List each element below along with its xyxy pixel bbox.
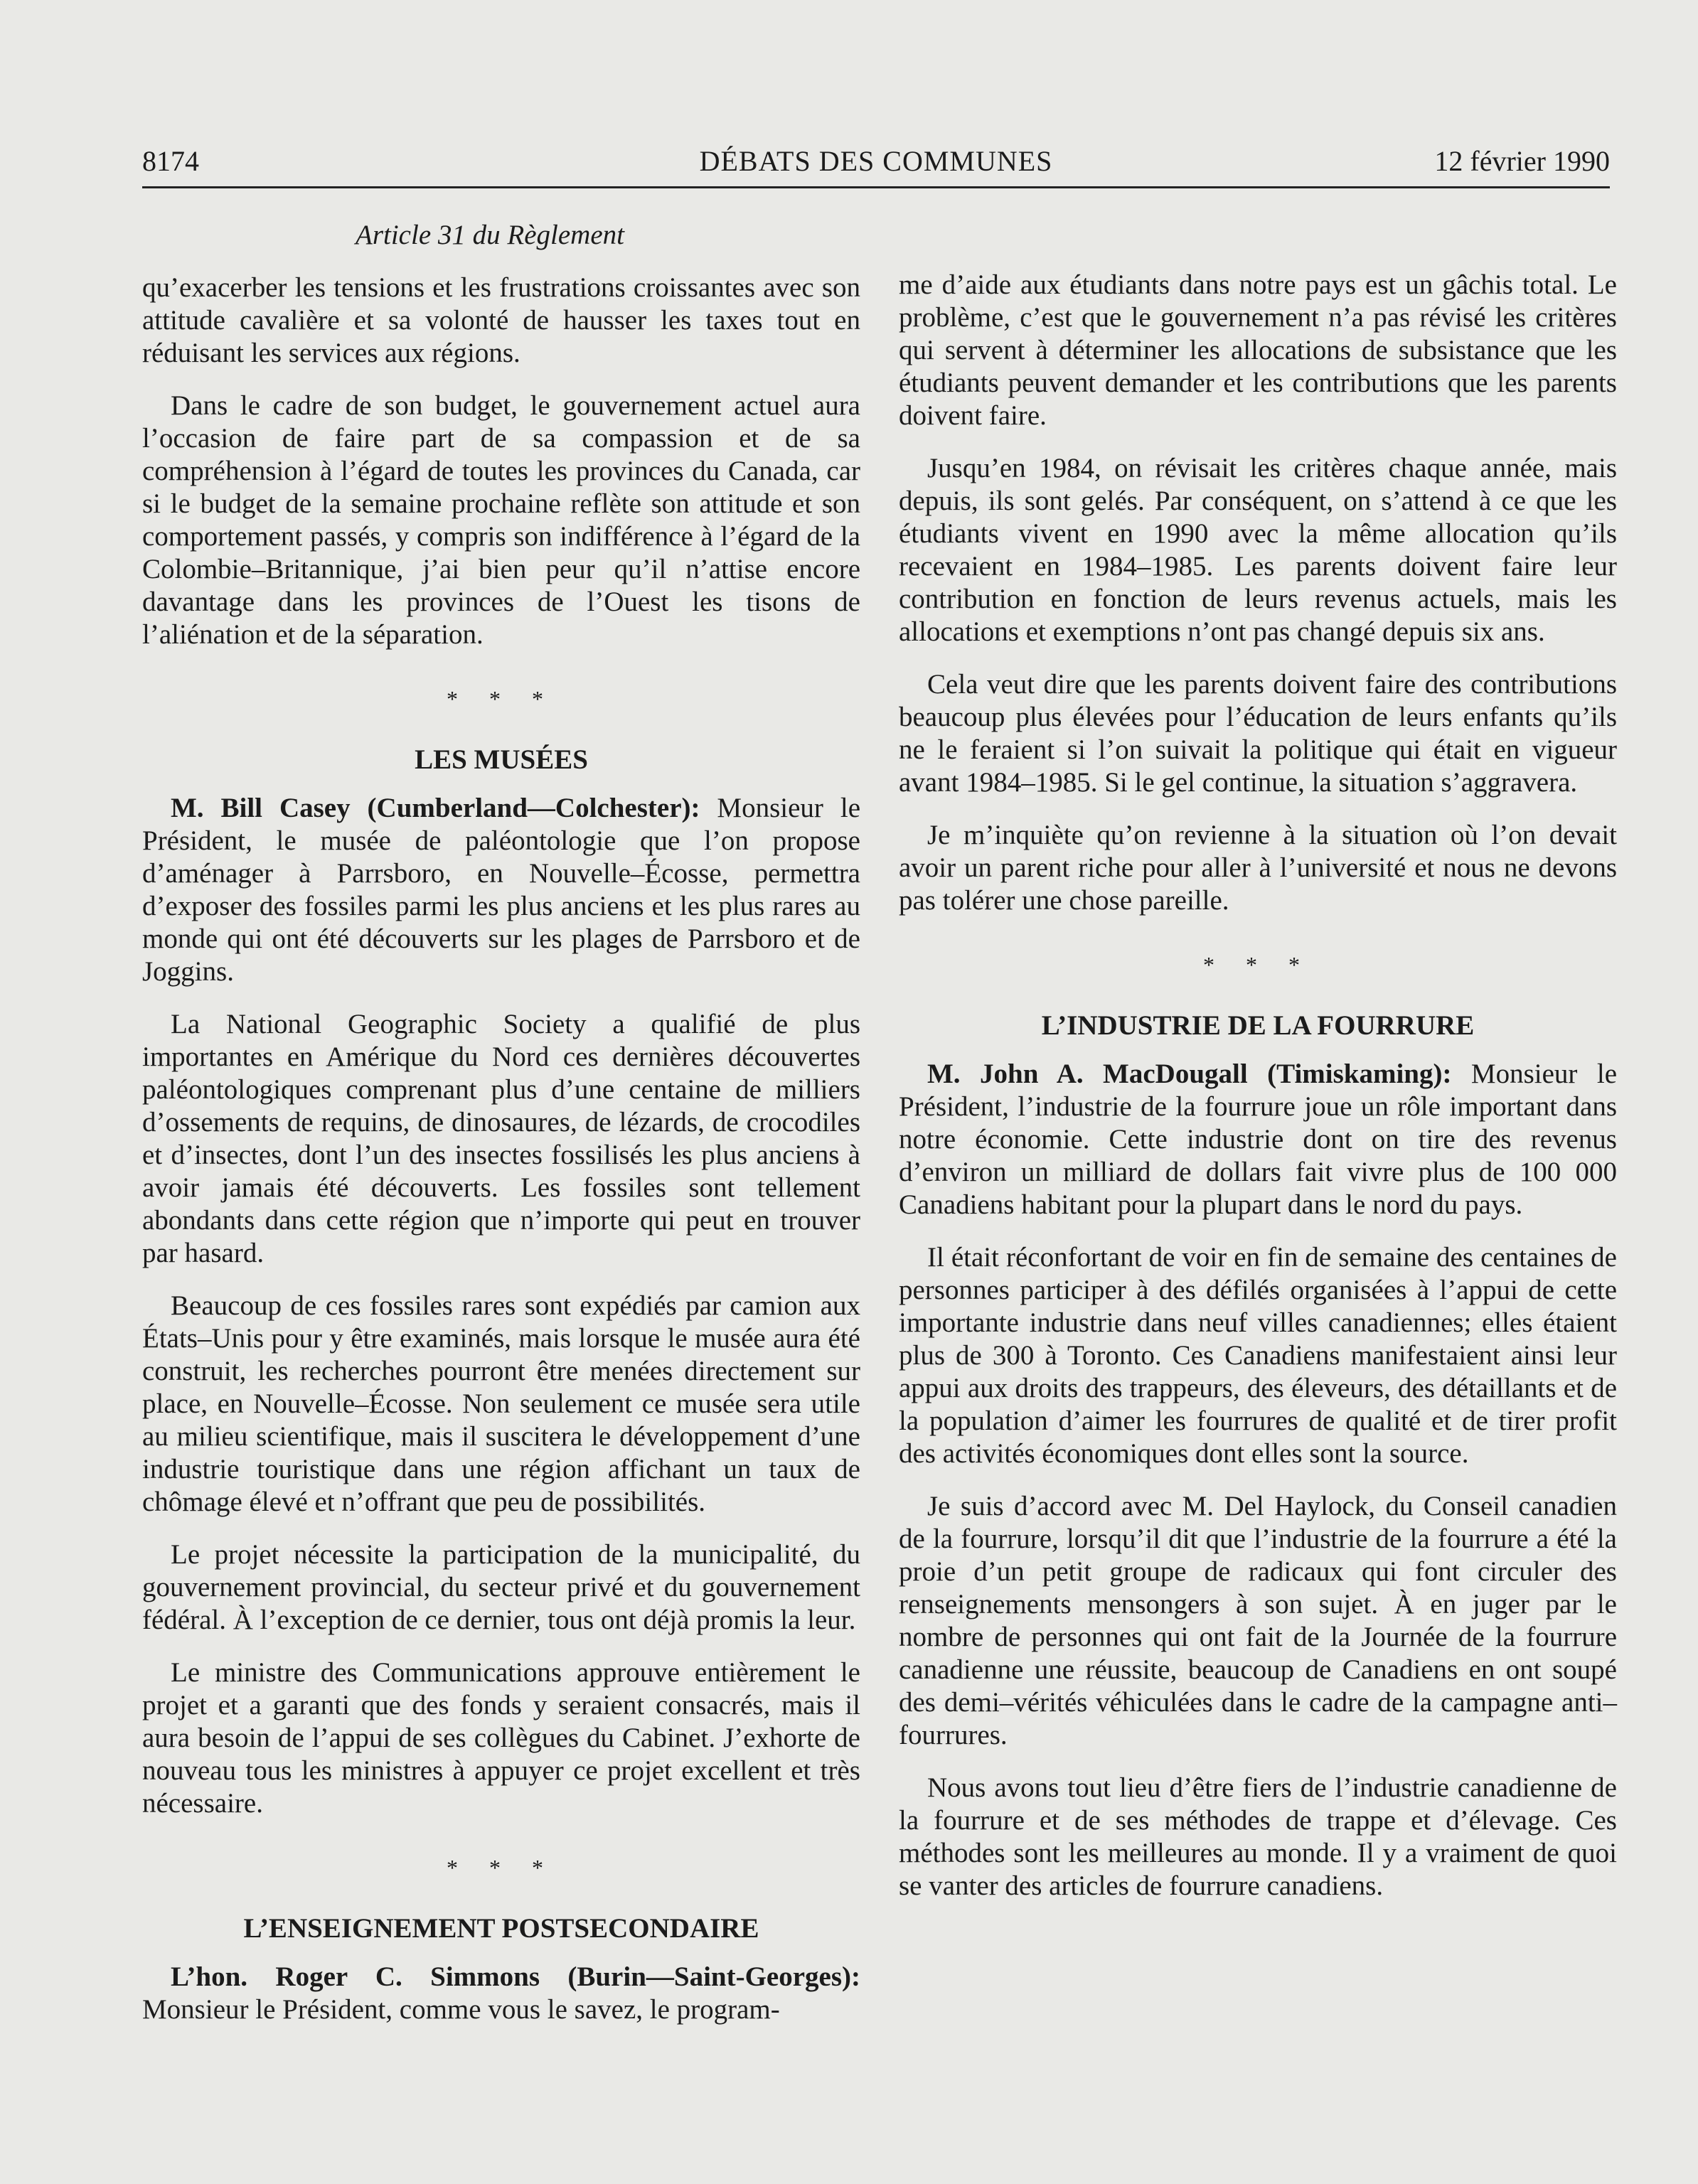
- paragraph: Cela veut dire que les parents doivent faire des contributions beaucoup plus élevées pour l’éducation de leurs enfants qu’ils ne le feraient si l’on suivait la politique qui était en vigueur avant 1984–1985. Si le gel continue, la situation s’aggravera.: [899, 669, 1617, 798]
- speech-text: Monsieur le Président, le musée de paléontologie que l’on propose d’aménager à Parrsboro, en Nouvelle–Écosse, permettra d’exposer des fossiles parmi les plus anciens et les plus rares au monde qui ont été découverts sur les plages de Parrsboro et de Joggins.: [142, 793, 860, 987]
- paragraph: Beaucoup de ces fossiles rares sont expédiés par camion aux États–Unis pour y être examinés, mais lorsque le musée aura été construit, les recherches pourront être menées directement sur place, en Nouvelle–Écosse. Non seulement ce musée sera utile au milieu scientifique, mais il suscitera le développement d’une industrie touristique dans une région affichant un taux de chômage élevé et n’offrant que peu de possibilités.: [142, 1290, 860, 1517]
- page-header: [142, 142, 1610, 185]
- paragraph: [142, 792, 860, 988]
- section-separator: * * *: [447, 686, 556, 712]
- right-column: [899, 269, 1617, 1922]
- paragraph: Je m’inquiète qu’on revienne à la situation où l’on devait avoir un parent riche pour aller à l’université et nous ne devons pas tolérer une chose pareille.: [899, 820, 1617, 916]
- page-number: 8174: [142, 145, 199, 177]
- paragraph: La National Geographic Society a qualifié de plus importantes en Amérique du Nord ces dernières découvertes paléontologiques comprenant plus d’une centaine de milliers d’ossements de requins, de dinosaures, de lézards, de crocodiles et d’insectes, dont l’un des insectes fossilisés les plus anciens à avoir jamais été découverts. Les fossiles sont tellement abondants dans cette région que n’importe qui peut en trouver par hasard.: [142, 1009, 860, 1268]
- paragraph: me d’aide aux étudiants dans notre pays est un gâchis total. Le problème, c’est que le gouvernement n’a pas révisé les critères qui servent à déterminer les allocations de subsistance que les étudiants peuvent demander et les contributions que les parents doivent faire.: [899, 269, 1617, 431]
- paragraph: [142, 1961, 860, 2026]
- left-column: [142, 219, 860, 2046]
- speech-text: Monsieur le Président, comme vous le savez, le program-: [142, 1994, 780, 2025]
- section-separator: * * *: [1203, 952, 1313, 978]
- paragraph: Je suis d’accord avec M. Del Haylock, du Conseil canadien de la fourrure, lorsqu’il dit que l’industrie de la fourrure a été la proie d’un petit groupe de radicaux qui font circuler des renseignements mensongers à son sujet. À en juger par le nombre de personnes qui ont fait de la Journée de la fourrure canadienne une réussite, beaucoup de Canadiens en ont soupé des demi–vérités véhiculées dans le cadre de la campagne anti–fourrures.: [899, 1491, 1617, 1750]
- publication-date: 12 février 1990: [1434, 145, 1610, 177]
- paragraph: Nous avons tout lieu d’être fiers de l’industrie canadienne de la fourrure et de ses méthodes de trappe et d’élevage. Ces méthodes sont les meilleures au monde. Il y a vraiment de quoi se vanter des articles de fourrure canadiens.: [899, 1772, 1617, 1901]
- section-heading: LES MUSÉES: [415, 744, 588, 775]
- paragraph: qu’exacerber les tensions et les frustrations croissantes avec son attitude cavalière et sa volonté de hausser les taxes tout en réduisant les services aux régions.: [142, 272, 860, 368]
- paragraph: Jusqu’en 1984, on révisait les critères chaque année, mais depuis, ils sont gelés. Par conséquent, on s’attend à ce que les étudiants vivent en 1990 avec la même allocation qu’ils recevaient en 1984–1985. Les parents doivent faire leur contribution en fonction de leurs revenus actuels, mais les allocations et exemptions n’ont pas changé depuis six ans.: [899, 453, 1617, 647]
- paragraph: [899, 1058, 1617, 1221]
- paragraph: Le ministre des Communications approuve entièrement le projet et a garanti que des fonds y seraient consacrés, mais il aura besoin de l’appui de ses collègues du Cabinet. J’exhorte de nouveau tous les ministres à appuyer ce projet excellent et très nécessaire.: [142, 1657, 860, 1819]
- section-separator: * * *: [447, 1855, 556, 1880]
- section-rubric: Article 31 du Règlement: [356, 220, 624, 250]
- speaker-name: L’hon. Roger C. Simmons (Burin—Saint-Georges):: [171, 1961, 860, 1992]
- speaker-name: M. John A. MacDougall (Timiskaming):: [927, 1059, 1452, 1089]
- section-heading: L’ENSEIGNEMENT POSTSECONDAIRE: [243, 1913, 759, 1944]
- header-rule: [142, 186, 1610, 188]
- paragraph: Dans le cadre de son budget, le gouvernement actuel aura l’occasion de faire part de sa compassion et de sa compréhension à l’égard de toutes les provinces du Canada, car si le budget de la semaine prochaine reflète son attitude et son comportement passés, y compris son indifférence à l’égard de la Colombie–Britannique, j’ai bien peur qu’il n’attise encore davantage dans les provinces de l’Ouest les tisons de l’aliénation et de la séparation.: [142, 390, 860, 650]
- publication-title: DÉBATS DES COMMUNES: [699, 145, 1053, 177]
- paragraph: Il était réconfortant de voir en fin de semaine des centaines de personnes participer à des défilés organisées à l’appui de cette importante industrie dans neuf villes canadiennes; elles étaient plus de 300 à Toronto. Ces Canadiens manifestaient ainsi leur appui aux droits des trappeurs, des éleveurs, des détaillants et de la population d’aimer les fourrures de qualité et de tirer profit des activités économiques dont elles sont la source.: [899, 1242, 1617, 1469]
- speaker-name: M. Bill Casey (Cumberland—Colchester):: [171, 793, 700, 823]
- section-heading: L’INDUSTRIE DE LA FOURRURE: [1041, 1010, 1475, 1041]
- paragraph: Le projet nécessite la participation de la municipalité, du gouvernement provincial, du secteur privé et du gouvernement fédéral. À l’exception de ce dernier, tous ont déjà promis la leur.: [142, 1539, 860, 1635]
- speech-text: Monsieur le Président, l’industrie de la fourrure joue un rôle important dans notre économie. Cette industrie dont on tire des revenus d’environ un milliard de dollars fait vivre plus de 100 000 Canadiens habitant pour la plupart dans le nord du pays.: [899, 1059, 1618, 1220]
